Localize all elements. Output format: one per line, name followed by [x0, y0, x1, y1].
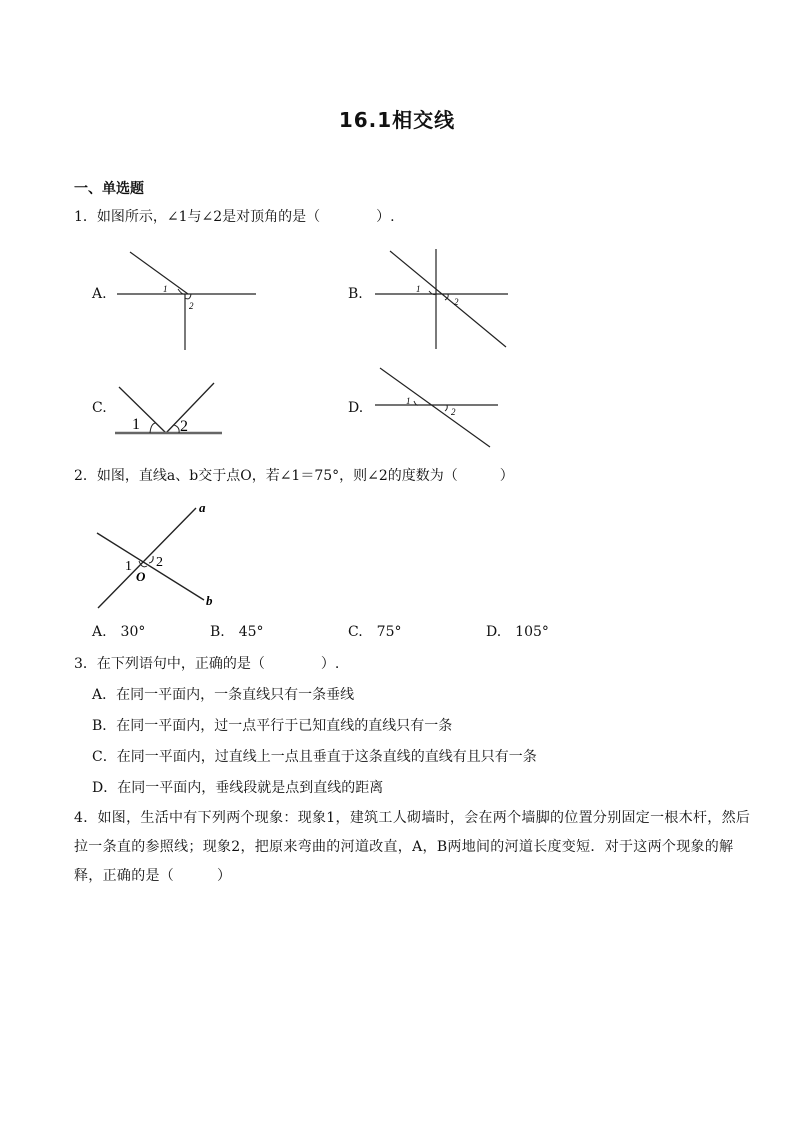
q2-figure: [92, 500, 222, 615]
q3-option-c: C．在同一平面内，过直线上一点且垂直于这条直线的直线有且只有一条: [92, 749, 537, 765]
q2-option-c: C. 75°: [348, 624, 402, 640]
q2-option-b: B. 45°: [210, 624, 264, 640]
q1a-label-1: 1: [163, 284, 168, 294]
q1c-label-1: 1: [132, 416, 140, 433]
q1b-label-1: 1: [416, 284, 421, 294]
q1a-label-2: 2: [189, 301, 194, 311]
q1-option-b-label: B.: [348, 286, 363, 302]
q1d-label-1: 1: [406, 396, 411, 406]
q1c-label-2: 2: [180, 418, 188, 435]
q2-label-1: 1: [125, 559, 132, 574]
question-3-stem: 3．在下列语句中，正确的是（ ）.: [74, 656, 340, 672]
q1-figure-a: [110, 245, 270, 357]
q3-option-a: A．在同一平面内，一条直线只有一条垂线: [92, 687, 355, 703]
question-2-stem: 2．如图，直线a、b交于点O，若∠1＝75°，则∠2的度数为（ ）: [74, 468, 514, 484]
q2-label-o: O: [136, 569, 146, 584]
q1-figure-c: [112, 378, 226, 438]
q1-option-c-label: C.: [92, 400, 107, 416]
q1-figure-b: [368, 245, 518, 355]
q1b-label-2: 2: [454, 297, 459, 307]
q3-option-b: B．在同一平面内，过一点平行于已知直线的直线只有一条: [92, 718, 453, 734]
q1-figure-d: [370, 365, 502, 451]
q2-option-a: A. 30°: [92, 624, 146, 640]
page-title: 16.1相交线: [338, 108, 456, 132]
q2-option-d: D. 105°: [486, 624, 549, 640]
question-4-stem: 4．如图，生活中有下列两个现象：现象1，建筑工人砌墙时，会在两个墙脚的位置分别固定一根木杆，然后拉一条直的参照线；现象2，把原来弯曲的河道改直，A，B两地间的河道长度变短．对于这两个现象的解释，正确的是（ ）: [74, 810, 751, 884]
q2-label-b: b: [206, 593, 213, 608]
q1-option-d-label: D.: [348, 400, 364, 416]
q1-option-a-label: A.: [92, 286, 107, 302]
section-heading: 一、单选题: [74, 181, 144, 197]
q1d-label-2: 2: [451, 407, 456, 417]
question-1-stem: 1．如图所示，∠1与∠2是对顶角的是（ ）.: [74, 209, 395, 225]
q3-option-d: D．在同一平面内，垂线段就是点到直线的距离: [92, 780, 384, 796]
q2-label-2: 2: [156, 555, 163, 570]
q2-label-a: a: [199, 500, 206, 515]
